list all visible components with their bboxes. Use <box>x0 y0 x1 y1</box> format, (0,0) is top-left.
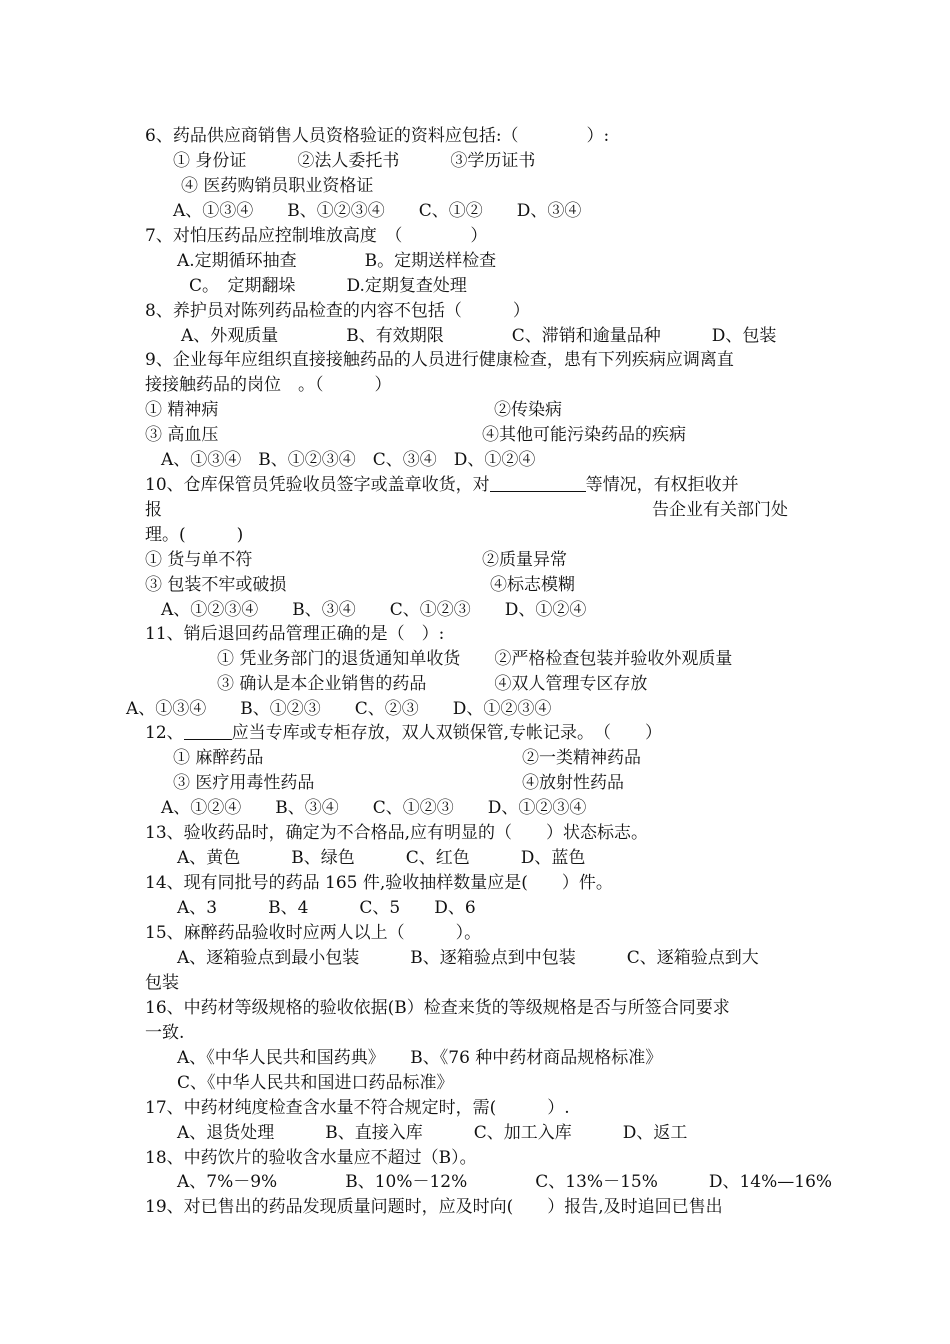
q15-answers-wrap: 包装 <box>145 973 179 993</box>
q7-options-line1: A.定期循环抽查 B。定期送样检查 <box>177 251 497 271</box>
q12-option-3: ③ 医疗用毒性药品 <box>173 773 315 793</box>
q12-option-2: ②一类精神药品 <box>522 748 641 768</box>
q10-stem-post: 等情况，有权拒收并 <box>585 475 739 495</box>
q10-stem-line2-left: 报 <box>145 500 162 520</box>
q10-answers: A、①②③④ B、③④ C、①②③ D、①②④ <box>161 600 587 620</box>
q13-stem: 13、验收药品时，确定为不合格品,应有明显的（ ）状态标志。 <box>145 823 649 843</box>
q6-options-line1: ① 身份证 ②法人委托书 ③学历证书 <box>173 151 536 171</box>
q11-answers: A、①③④ B、①②③ C、②③ D、①②③④ <box>126 699 552 719</box>
q9-stem-line1: 9、企业每年应组织直接接触药品的人员进行健康检查，患有下列疾病应调离直 <box>145 350 734 370</box>
q9-option-1: ① 精神病 <box>145 400 219 420</box>
q6-options-line2: ④ 医药购销员职业资格证 <box>181 176 374 196</box>
q16-stem-line2: 一致. <box>145 1023 185 1043</box>
q17-stem: 17、中药材纯度检查含水量不符合规定时，需( ）. <box>145 1098 570 1118</box>
q13-answers: A、黄色 B、绿色 C、红色 D、蓝色 <box>177 848 586 868</box>
q9-option-3: ③ 高血压 <box>145 425 219 445</box>
q11-options-line1: ① 凭业务部门的退货通知单收货 ②严格检查包装并验收外观质量 <box>217 649 733 669</box>
q8-answers: A、外观质量 B、有效期限 C、滞销和逾量品种 D、包装 <box>181 326 777 346</box>
q11-options-line2: ③ 确认是本企业销售的药品 ④双人管理专区存放 <box>217 674 648 694</box>
q10-option-2: ②质量异常 <box>482 550 567 570</box>
q7-stem: 7、对怕压药品应控制堆放高度 （ ） <box>145 226 488 246</box>
q10-stem-line2-right: 告企业有关部门处 <box>652 500 788 520</box>
q15-answers: A、逐箱验点到最小包装 B、逐箱验点到中包装 C、逐箱验点到大 <box>177 948 759 968</box>
q8-stem: 8、养护员对陈列药品检查的内容不包括（ ） <box>145 301 530 321</box>
q12-answers: A、①②④ B、③④ C、①②③ D、①②③④ <box>161 798 587 818</box>
q12-stem-pre: 12、 <box>145 723 184 743</box>
q10-stem-line1 <box>145 473 739 497</box>
q14-stem: 14、现有同批号的药品 165 件,验收抽样数量应是( ）件。 <box>145 873 613 893</box>
q14-answers: A、3 B、4 C、5 D、6 <box>177 898 476 918</box>
q12-stem-post: 应当专库或专柜存放，双人双锁保管,专帐记录。 （ ） <box>231 723 663 743</box>
q9-option-2: ②传染病 <box>494 400 562 420</box>
q7-options-line2: C。 定期翻垛 D.定期复查处理 <box>189 276 467 296</box>
q6-stem: 6、药品供应商销售人员资格验证的资料应包括:（ ）: <box>145 126 610 146</box>
q16-options-line1: A、《中华人民共和国药典》 B、《76 种中药材商品规格标准》 <box>177 1048 663 1068</box>
q12-fill-blank <box>184 723 232 740</box>
q16-options-line2: C、《中华人民共和国进口药品标准》 <box>177 1073 454 1093</box>
q10-option-4: ④标志模糊 <box>490 575 575 595</box>
q10-stem-pre: 10、仓库保管员凭验收员签字或盖章收货，对 <box>145 475 490 495</box>
q18-answers: A、7%－9% B、10%－12% C、13%－15% D、14%—16% <box>177 1172 833 1192</box>
q11-stem: 11、销后退回药品管理正确的是（ ）: <box>145 624 445 644</box>
q9-option-4: ④其他可能污染药品的疾病 <box>482 425 686 445</box>
q15-stem: 15、麻醉药品验收时应两人以上（ ）。 <box>145 923 482 943</box>
q18-stem: 18、中药饮片的验收含水量应不超过（B）。 <box>145 1148 477 1168</box>
q10-option-3: ③ 包装不牢或破损 <box>145 575 287 595</box>
q9-answers: A、①③④ B、①②③④ C、③④ D、①②④ <box>161 450 536 470</box>
q10-option-1: ① 货与单不符 <box>145 550 253 570</box>
q10-stem-line3: 理。( ) <box>145 525 244 545</box>
q12-option-4: ④放射性药品 <box>522 773 624 793</box>
q10-fill-blank <box>490 475 586 492</box>
q16-stem-line1: 16、中药材等级规格的验收依据(B）检查来货的等级规格是否与所签合同要求 <box>145 998 730 1018</box>
q9-stem-line2: 接接触药品的岗位 。（ ） <box>145 375 392 395</box>
q12-option-1: ① 麻醉药品 <box>173 748 264 768</box>
q12-stem <box>145 721 662 745</box>
q6-answers: A、①③④ B、①②③④ C、①② D、③④ <box>173 201 582 221</box>
q17-answers: A、退货处理 B、直接入库 C、加工入库 D、返工 <box>177 1123 688 1143</box>
q19-stem: 19、对已售出的药品发现质量问题时，应及时向( ）报告,及时追回已售出 <box>145 1197 723 1217</box>
